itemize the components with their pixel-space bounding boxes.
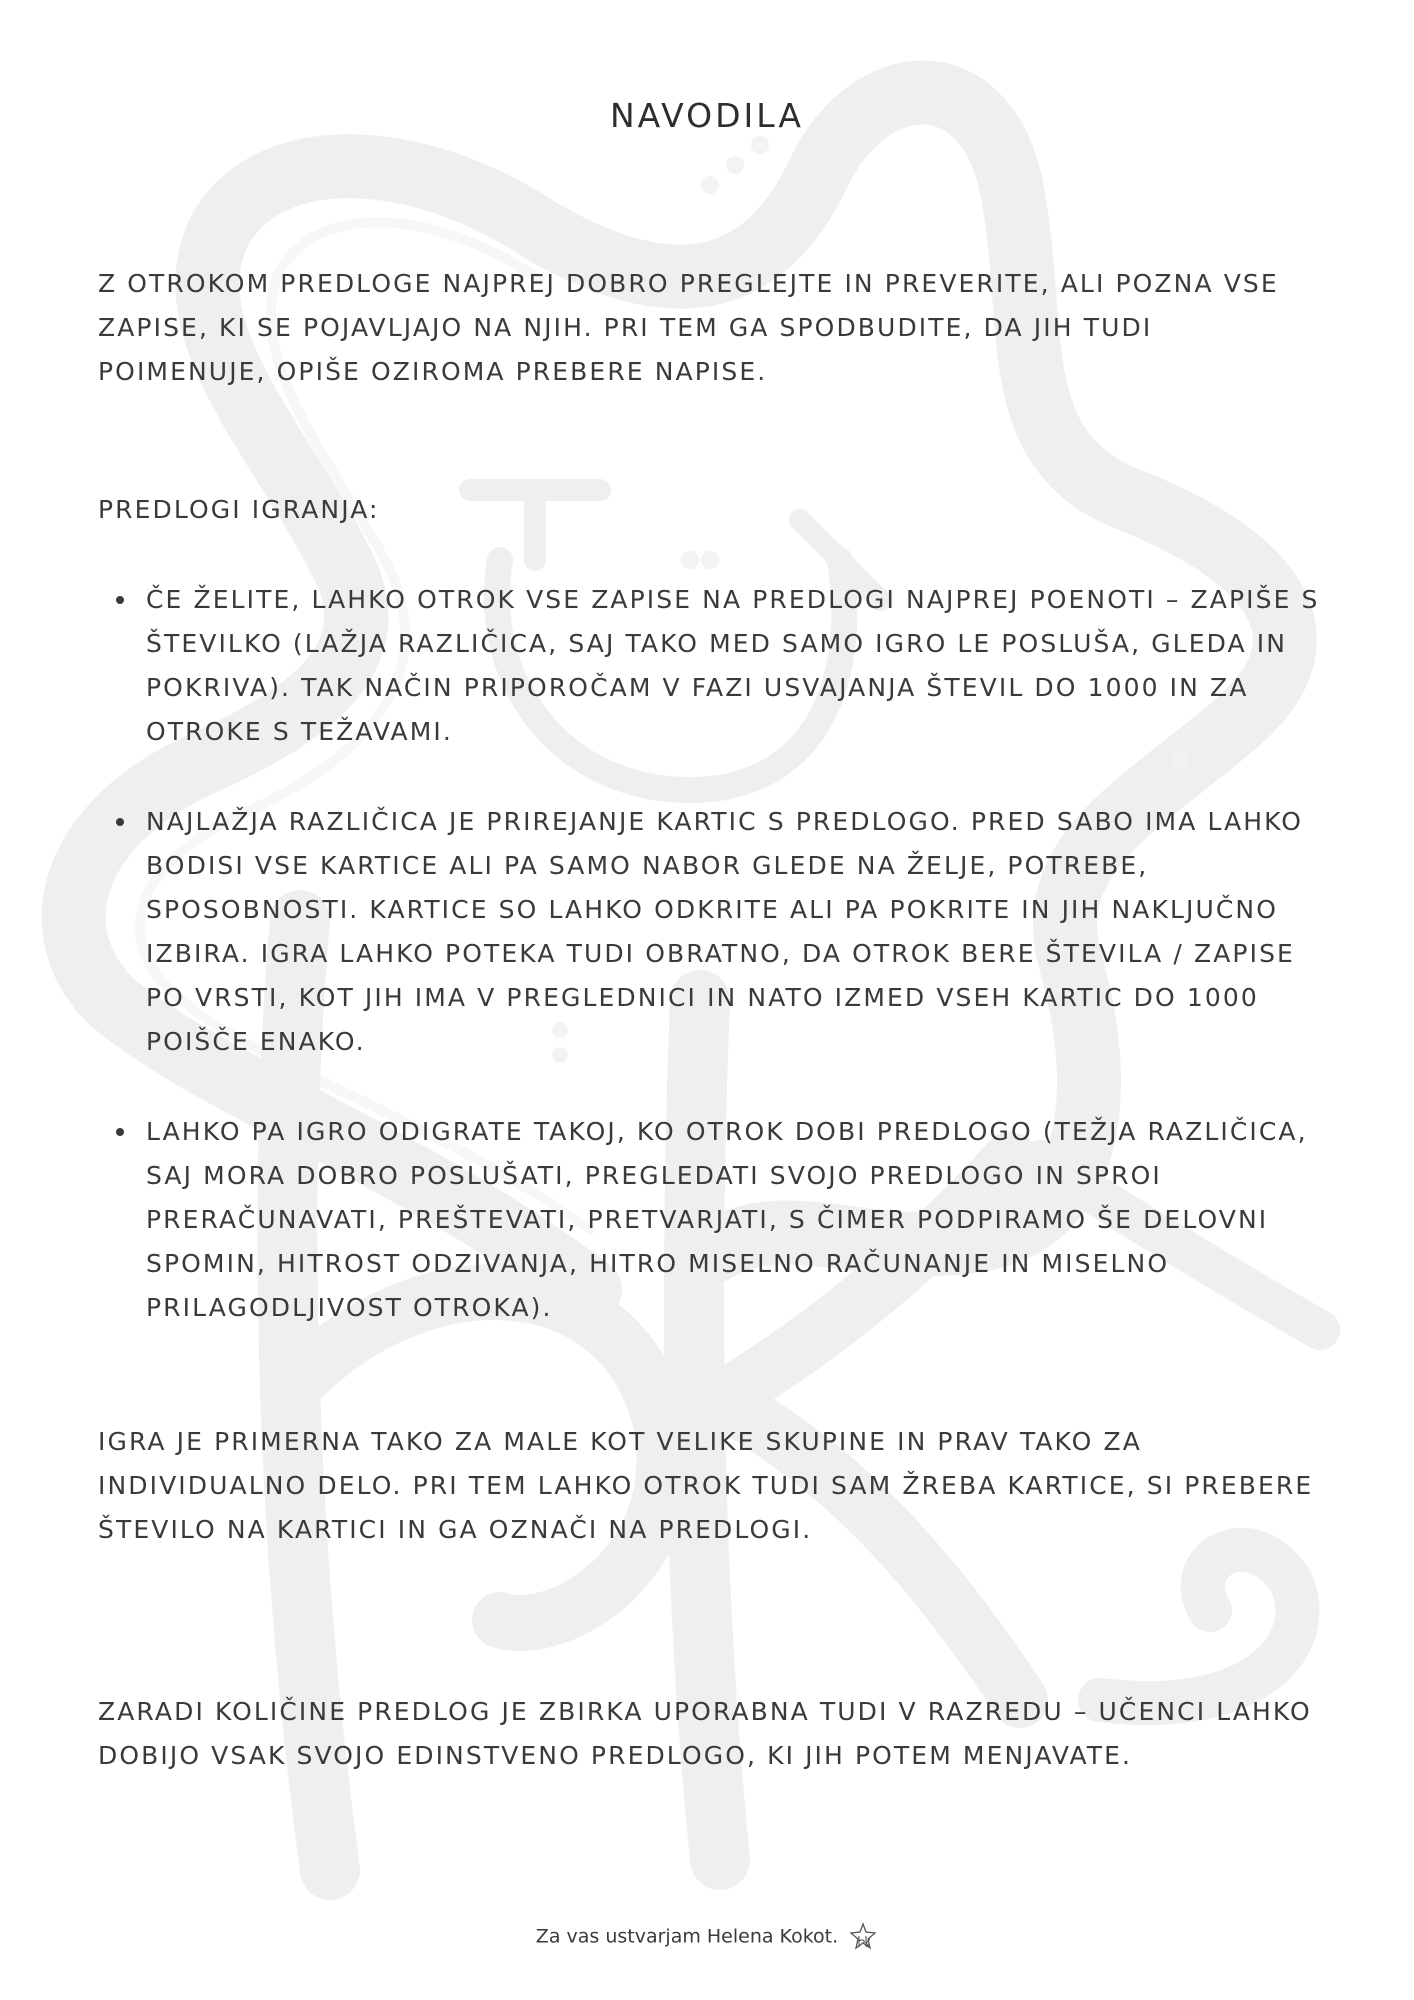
list-item-text: LAHKO PA IGRO ODIGRATE TAKOJ, KO OTROK DOBI PREDLOGO (TEŽJA RAZLIČICA, SAJ MORA DOBRO POSLUŠATI, PREGLEDATI SVOJO PREDLOGO IN SPROI PRERAČUNAVATI, PREŠTEVATI, PRETVARJATI, S ČIMER PODPIRAMO ŠE DELOVNI SPOMIN, HITROST ODZIVANJA, HITRO MISELNO RAČUNANJE IN MISELNO PRILAGODLJIVOST OTROKA).	[146, 1117, 1308, 1322]
suggestions-heading: PREDLOGI IGRANJA:	[98, 495, 380, 524]
list-item	[98, 578, 1338, 754]
hk-logo-icon	[848, 1922, 878, 1952]
classroom-note-paragraph: ZARADI KOLIČINE PREDLOG JE ZBIRKA UPORABNA TUDI V RAZREDU – UČENCI LAHKO DOBIJO VSAK SVOJO EDINSTVENO PREDLOGO, KI JIH POTEM MENJAVATE.	[98, 1697, 1312, 1770]
list-item-text: ČE ŽELITE, LAHKO OTROK VSE ZAPISE NA PREDLOGI NAJPREJ POENOTI – ZAPIŠE S ŠTEVILKO (LAŽJA RAZLIČICA, SAJ TAKO MED SAMO IGRO LE POSLUŠA, GLEDA IN POKRIVA). TAK NAČIN PRIPOROČAM V FAZI USVAJANJA ŠTEVIL DO 1000 IN ZA OTROKE S TEŽAVAMI.	[146, 585, 1320, 746]
footer	[0, 1922, 1414, 1952]
intro-paragraph: Z OTROKOM PREDLOGE NAJPREJ DOBRO PREGLEJTE IN PREVERITE, ALI POZNA VSE ZAPISE, KI SE POJAVLJAJO NA NJIH. PRI TEM GA SPODBUDITE, DA JIH TUDI POIMENUJE, OPIŠE OZIROMA PREBERE NAPISE.	[98, 269, 1279, 386]
page-title: NAVODILA	[610, 96, 804, 135]
list-item	[98, 800, 1338, 1064]
bullet-icon	[116, 596, 124, 604]
footer-credit: Za vas ustvarjam Helena Kokot.	[535, 1925, 839, 1948]
list-item	[98, 1110, 1338, 1330]
bullet-icon	[116, 818, 124, 826]
bullet-icon	[116, 1128, 124, 1136]
list-item-text: NAJLAŽJA RAZLIČICA JE PRIREJANJE KARTIC S PREDLOGO. PRED SABO IMA LAHKO BODISI VSE KARTICE ALI PA SAMO NABOR GLEDE NA ŽELJE, POTREBE, SPOSOBNOSTI. KARTICE SO LAHKO ODKRITE ALI PA POKRITE IN JIH NAKLJUČNO IZBIRA. IGRA LAHKO POTEKA TUDI OBRATNO, DA OTROK BERE ŠTEVILA / ZAPISE PO VRSTI, KOT JIH IMA V PREGLEDNICI IN NATO IZMED VSEH KARTIC DO 1000 POIŠČE ENAKO.	[146, 807, 1304, 1056]
group-note-paragraph: IGRA JE PRIMERNA TAKO ZA MALE KOT VELIKE SKUPINE IN PRAV TAKO ZA INDIVIDUALNO DELO. PRI TEM LAHKO OTROK TUDI SAM ŽREBA KARTICE, SI PREBERE ŠTEVILO NA KARTICI IN GA OZNAČI NA PREDLOGI.	[98, 1427, 1314, 1544]
